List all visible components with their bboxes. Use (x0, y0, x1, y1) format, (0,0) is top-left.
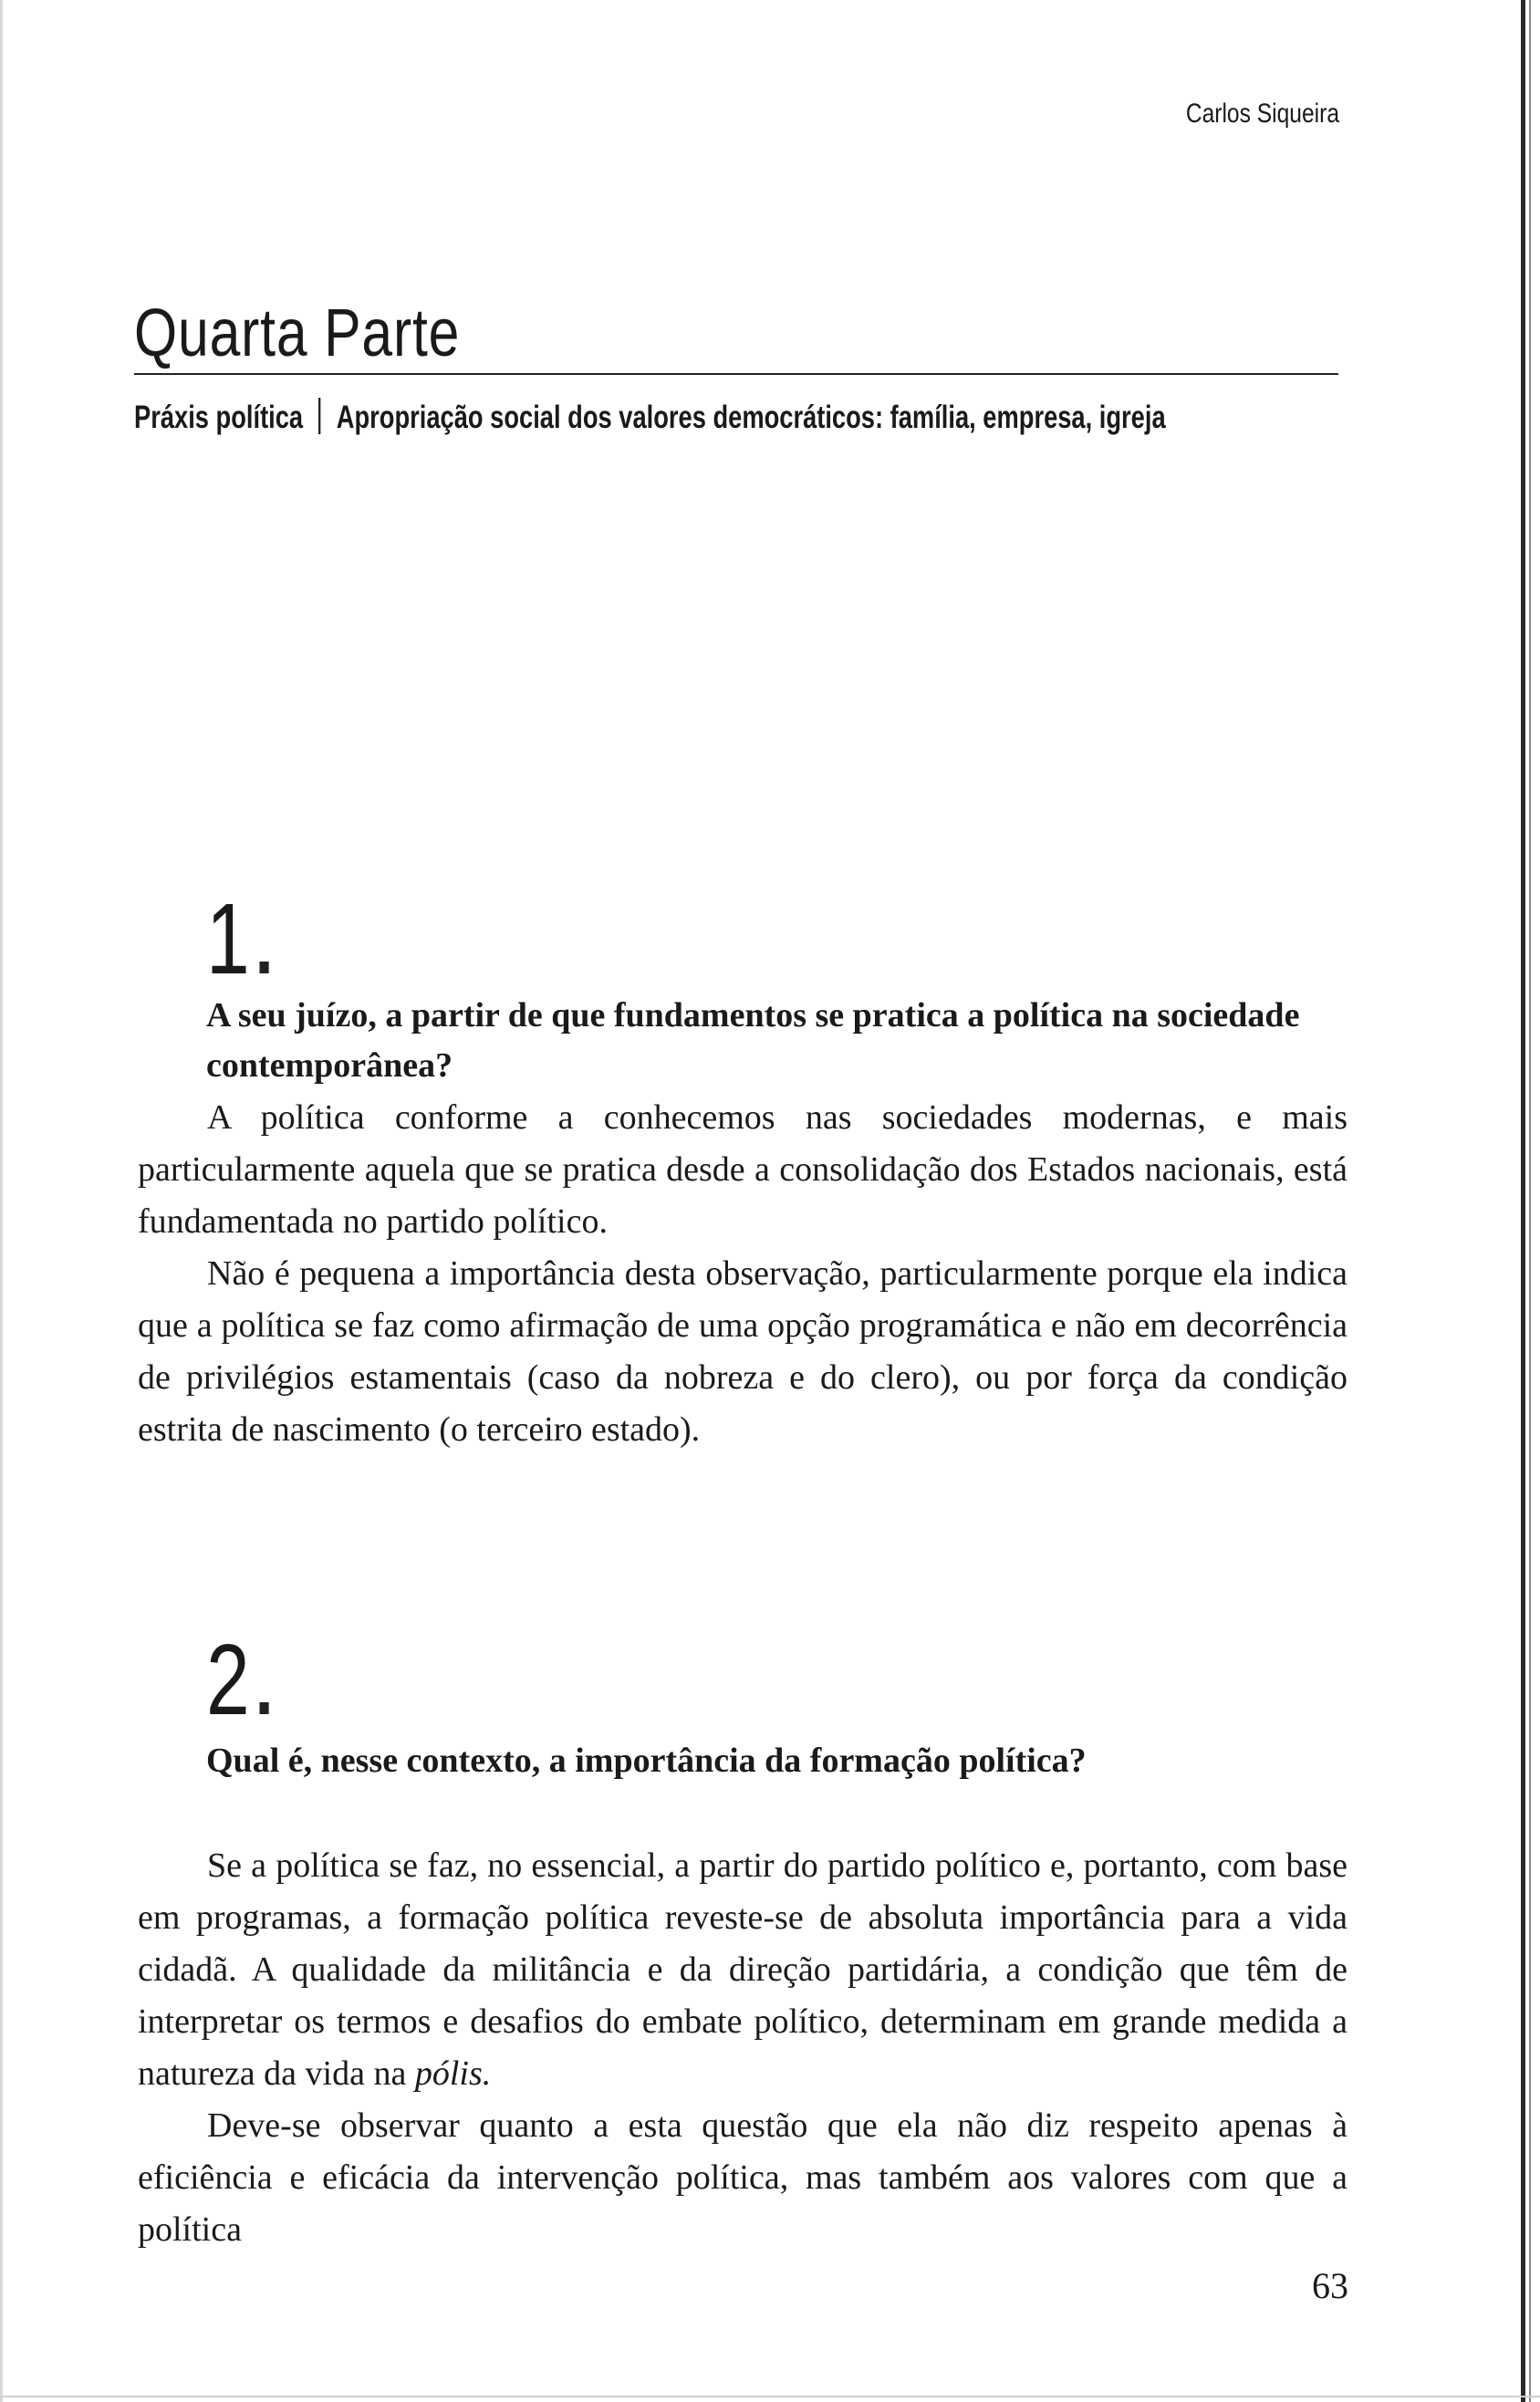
part-title: Quarta Parte (134, 295, 461, 370)
answer-2-paragraph-1-text: Se a política se faz, no essencial, a partir do partido político e, portanto, com base em programas, a formação política reveste-se de absoluta importância para a vida cidadã. A qualidade da militância e da direção partidária, a condição que têm de interpretar os termos e desafios do embate político, determinam em grande medida a natureza da vida na (138, 1846, 1348, 2093)
answer-1-paragraph-1: A política conforme a conhecemos nas sociedades modernas, e mais particularmente aquela que se pratica desde a consolidação dos Estados nacionais, está fundamentada no partido político. (138, 1098, 1348, 1241)
section-number-dot (260, 1702, 269, 1714)
part-subtitle (134, 398, 1166, 434)
running-header-author: Carlos Siqueira (1185, 99, 1339, 129)
question-1: A seu juízo, a partir de que fundamentos se pratica a política na sociedade contemporânea? (206, 996, 1300, 1085)
italic-term-polis: pólis. (414, 2054, 492, 2093)
section-number-2 (206, 1624, 269, 1736)
title-rule (134, 373, 1338, 375)
answer-1-paragraph-2: Não é pequena a importância desta observação, particularmente porque ela indica que a política se faz como afirmação de uma opção programática e não em decorrência de privilégios estamentais (caso da nobreza e do clero), ou por força da condição estrita de nascimento (o terceiro estado). (138, 1254, 1348, 1449)
subtitle-separator (318, 398, 320, 434)
page-left-edge (0, 0, 3, 2402)
question-2: Qual é, nesse contexto, a importância da formação política? (206, 1742, 1087, 1780)
page-bottom-edge (0, 2396, 1540, 2397)
subtitle-right: Apropriação social dos valores democráticos: família, empresa, igreja (336, 400, 1166, 435)
section-number-dot (260, 962, 269, 973)
book-spine-shadow (1521, 0, 1525, 2402)
subtitle-left: Práxis política (134, 400, 304, 435)
page-number: 63 (1312, 2265, 1348, 2306)
section-number-digit: 2 (206, 1624, 250, 1736)
section-number-1 (206, 883, 269, 995)
answer-2-paragraph-1 (138, 1840, 1348, 2100)
book-spine-line (1529, 0, 1531, 2402)
answer-2-paragraph-2: Deve-se observar quanto a esta questão que ela não diz respeito apenas à eficiência e eficácia da intervenção política, mas também aos valores com que a política (138, 2106, 1348, 2249)
answer-1 (138, 1092, 1348, 1456)
answer-2 (138, 1840, 1348, 2256)
section-number-digit: 1 (206, 883, 250, 995)
